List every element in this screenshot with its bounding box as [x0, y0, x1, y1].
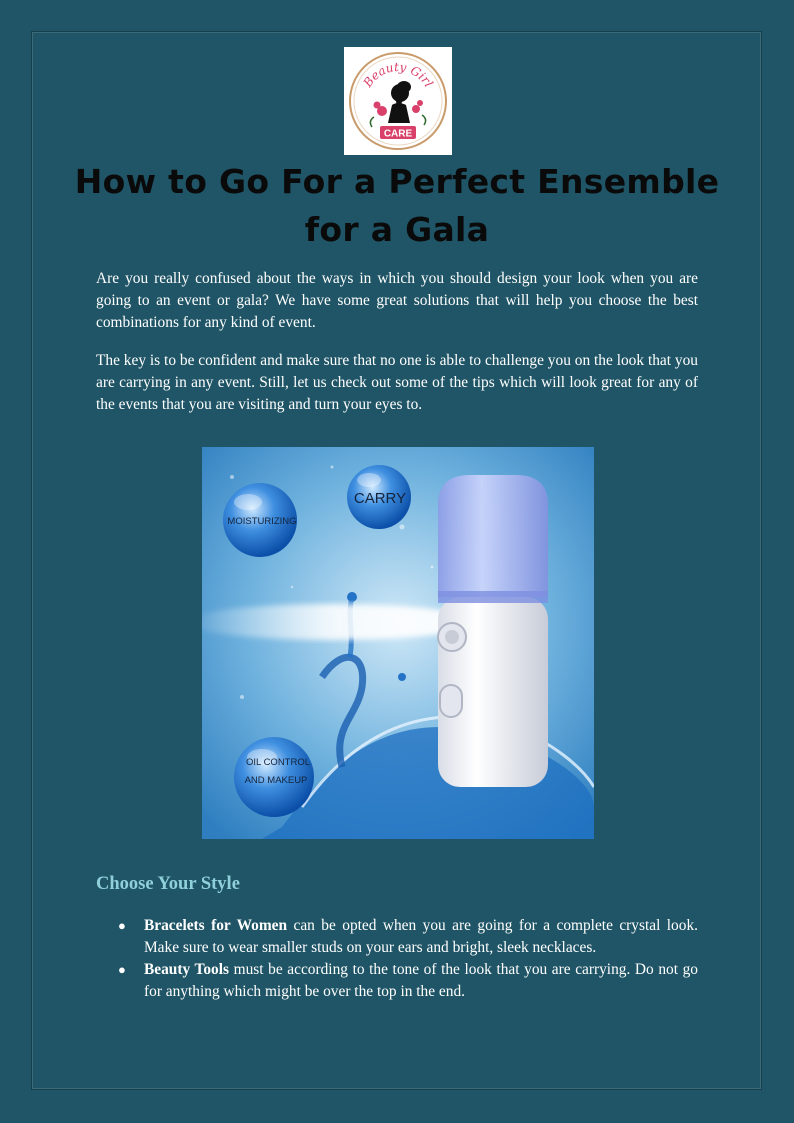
page-title: How to Go For a Perfect Ensemble for a Gala [74, 162, 720, 249]
logo-top-text: Beauty Girl [360, 59, 436, 90]
facial-mister-image [202, 447, 594, 839]
bullet-text: must be according to the tone of the look that you are carrying. Do not go for anything which might be over the top in the end. [144, 961, 698, 1000]
oil-control-label-line1: OIL CONTROL [245, 757, 311, 768]
carry-label: CARRY [353, 490, 407, 507]
bullet-icon: ● [118, 918, 126, 933]
logo-bottom-text: CARE [383, 128, 413, 140]
intro-paragraph: Are you really confused about the ways in which you should design your look when you are going to an event or gala? We have some great solutions that will help you choose the best combinations for any kind of event. [96, 270, 698, 331]
moisturizing-label: MOISTURIZING [227, 516, 297, 527]
tips-paragraph: The key is to be confident and make sure that no one is able to challenge you on the look that you are carrying in any event. Still, let us check out some of the tips which will look great for any of the events that you are visiting and turn your eyes to. [96, 352, 698, 413]
bullet-icon: ● [118, 962, 126, 977]
bracelets-link-text: Bracelets for Women [144, 917, 288, 934]
list-item [96, 915, 698, 959]
oil-control-label-line2: AND MAKEUP [244, 775, 308, 786]
facial-mister-bottle [438, 475, 548, 787]
logo-graphic [344, 47, 452, 155]
bubble-carry [347, 465, 411, 529]
bubble-oil-control [234, 737, 314, 817]
beauty-tools-link-text: Beauty Tools [144, 961, 230, 978]
list-item [96, 959, 698, 1003]
style-tips-list [96, 915, 698, 1003]
bullet-text: can be opted when you are going for a complete crystal look. Make sure to wear smaller studs on your ears and bright, sleek necklaces. [144, 917, 698, 956]
brand-logo [344, 47, 452, 155]
section-heading: Choose Your Style [96, 874, 240, 894]
bubble-moisturizing [223, 483, 297, 557]
